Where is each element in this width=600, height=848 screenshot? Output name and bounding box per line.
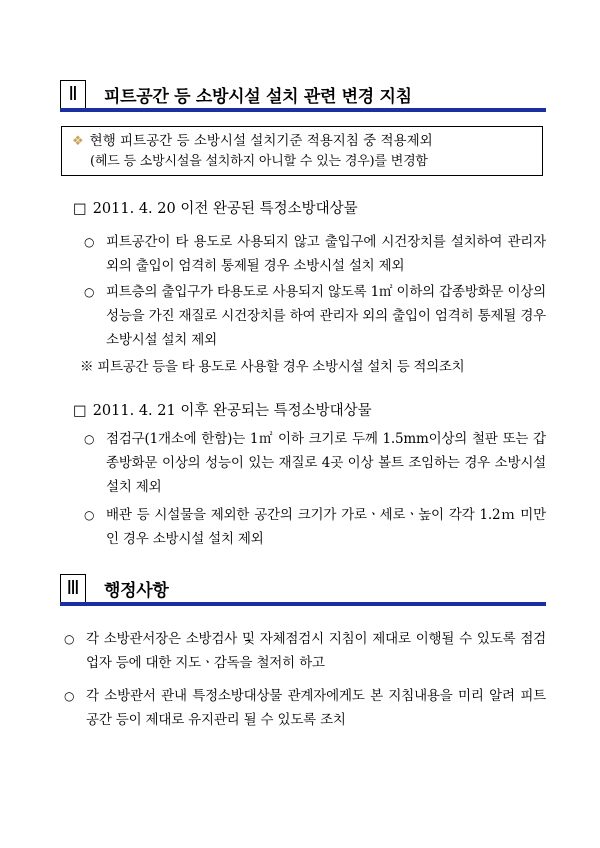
section-3-title: 행정사항 xyxy=(104,581,169,601)
list-item xyxy=(84,503,546,551)
section-2-rule xyxy=(60,108,546,112)
list-item xyxy=(84,230,546,278)
summary-text-1: 현행 피트공간 등 소방시설 설치기준 적용지침 중 적용제외 xyxy=(89,133,433,149)
summary-line-2: (헤드 등 소방시설을 설치하지 아니할 수 있는 경우)를 변경함 xyxy=(90,154,428,169)
reference-note xyxy=(80,355,550,379)
section-3-rule xyxy=(60,602,546,606)
reference-note-text: 피트공간 등을 타 용도로 사용할 경우 소방시설 설치 등 적의조치 xyxy=(97,359,465,375)
list-item-text: 점검구(1개소에 한함)는 1㎡ 이하 크기로 두께 1.5mm이상의 철판 또는 갑종방화문 이상의 성능이 있는 재질로 4곳 이상 볼트 조임하는 경우 소방시설 설치 제외 xyxy=(106,431,546,495)
reference-mark-icon: ※ xyxy=(80,359,94,375)
list-item-text: 피트층의 출입구가 타용도로 사용되지 않도록 1㎡ 이하의 갑종방화문 이상의 성능을 가진 재질로 시건장치를 하여 관리자 외의 출입이 엄격히 통제될 경우 소방시설 설치 제외 xyxy=(106,284,546,348)
list-item xyxy=(84,427,546,499)
subsection-2-label: 2011. 4. 21 이후 완공되는 특정소방대상물 xyxy=(92,403,372,419)
summary-line-1 xyxy=(72,131,542,152)
circle-bullet-icon: ○ xyxy=(84,508,95,522)
subsection-1-label: 2011. 4. 20 이전 완공된 특정소방대상물 xyxy=(92,201,358,217)
section-3-number: Ⅲ xyxy=(60,574,86,602)
section-2-title: 피트공간 등 소방시설 설치 관련 변경 지침 xyxy=(104,87,412,107)
checkbox-square-icon: □ xyxy=(73,403,87,419)
list-item-text: 배관 등 시설물을 제외한 공간의 크기가 가로ㆍ세로ㆍ높이 각각 1.2ｍ 미만인 경우 소방시설 설치 제외 xyxy=(106,507,546,547)
list-item-text: 각 소방관서장은 소방검사 및 자체점검시 지침이 제대로 이행될 수 있도록 점검업자 등에 대한 지도ㆍ감독을 철저히 하고 xyxy=(86,631,546,671)
section-2-header xyxy=(60,80,546,112)
circle-bullet-icon: ○ xyxy=(84,432,95,446)
list-item-text: 피트공간이 타 용도로 사용되지 않고 출입구에 시건장치를 설치하여 관리자 외의 출입이 엄격히 통제될 경우 소방시설 설치 제외 xyxy=(106,234,546,274)
summary-box xyxy=(61,126,543,176)
circle-bullet-icon: ○ xyxy=(84,285,95,299)
circle-bullet-icon: ○ xyxy=(64,689,75,703)
subsection-2-heading xyxy=(73,399,372,420)
circle-bullet-icon: ○ xyxy=(84,235,95,249)
list-item xyxy=(64,627,546,675)
list-item-text: 각 소방관서 관내 특정소방대상물 관계자에게도 본 지침내용을 미리 알려 피트공간 등이 제대로 유지관리 될 수 있도록 조치 xyxy=(86,688,546,728)
circle-bullet-icon: ○ xyxy=(64,632,75,646)
diamond-bullet-icon: ❖ xyxy=(72,134,84,149)
section-2-number: Ⅱ xyxy=(60,80,86,108)
subsection-1-heading xyxy=(73,197,358,218)
list-item xyxy=(64,684,546,732)
list-item xyxy=(84,280,546,352)
checkbox-square-icon: □ xyxy=(73,201,87,217)
section-3-header xyxy=(60,574,546,606)
